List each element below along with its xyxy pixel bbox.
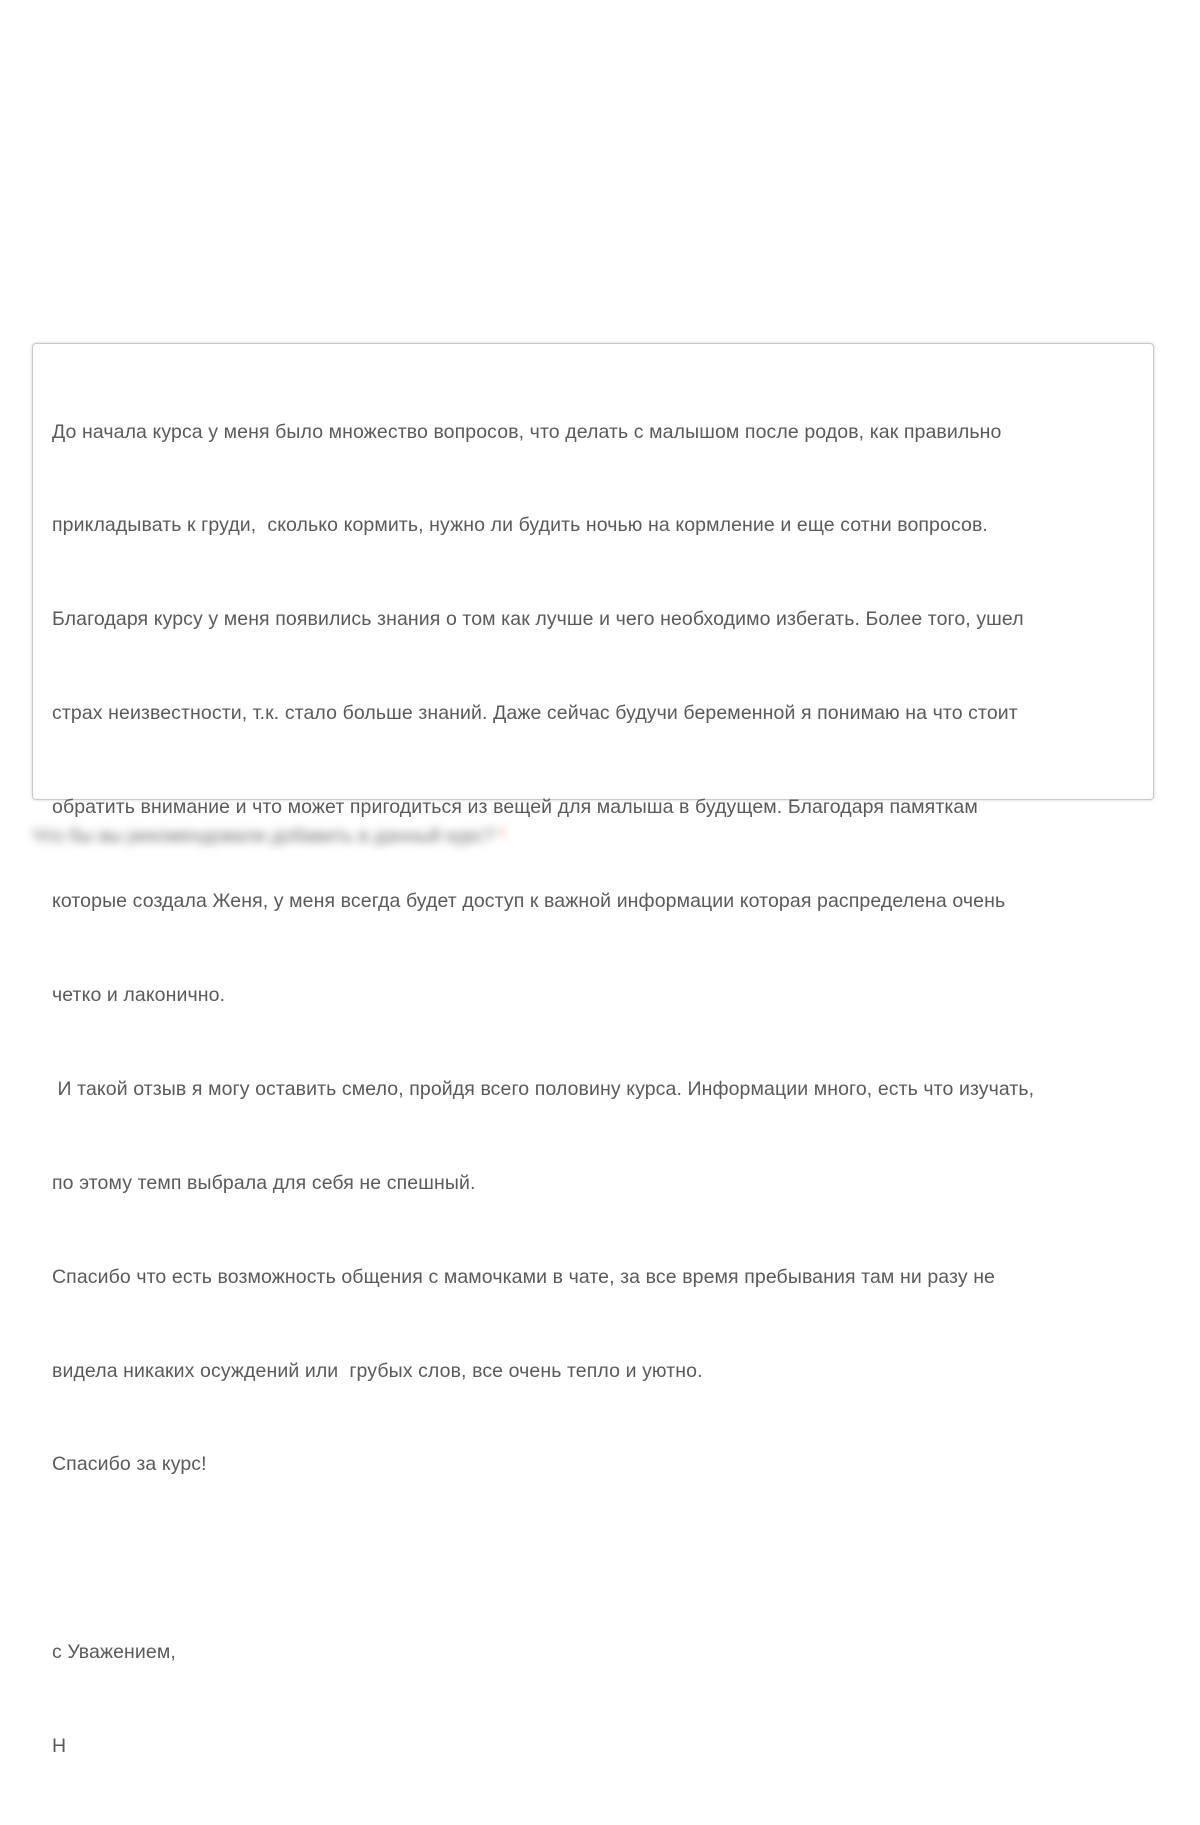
review-line: по этому темп выбрала для себя не спешный. [52, 1171, 476, 1194]
review-text [52, 354, 1137, 1825]
review-line: Н [52, 1735, 67, 1758]
review-line: До начала курса у меня было множество вопросов, что делать с малышом после родов, как правильно [52, 420, 1002, 443]
next-question-label [32, 826, 506, 848]
review-line: Спасибо что есть возможность общения с мамочками в чате, за все время пребывания там ни разу не [52, 1265, 996, 1288]
required-asterisk: * [498, 826, 506, 847]
review-line: прикладывать к груди, сколько кормить, нужно ли будить ночью на кормление и еще сотни вопросов. [52, 514, 988, 537]
review-line [52, 1543, 1137, 1574]
next-question-text: Что бы вы рекомендовали добавить в данный курс? [32, 826, 495, 847]
review-line: И такой отзыв я могу оставить смело, пройдя всего половину курса. Информации много, есть что изучать, [52, 1077, 1035, 1100]
review-line: четко и лаконично. [52, 983, 226, 1006]
review-line: с Уважением, [52, 1641, 176, 1664]
review-line: Спасибо за курс! [52, 1453, 207, 1476]
review-line: Благодаря курсу у меня появились знания о том как лучше и чего необходимо избегать. Более того, ушел [52, 608, 1024, 631]
review-line: видела никаких осуждений или грубых слов, все очень тепло и уютно. [52, 1359, 703, 1382]
review-line: страх неизвестности, т.к. стало больше знаний. Даже сейчас будучи беременной я понимаю на что стоит [52, 702, 1018, 725]
review-line: которые создала Женя, у меня всегда будет доступ к важной информации которая распределена очень [52, 890, 1006, 913]
review-line: обратить внимание и что может пригодиться из вещей для малыша в будущем. Благодаря памяткам [52, 796, 978, 819]
